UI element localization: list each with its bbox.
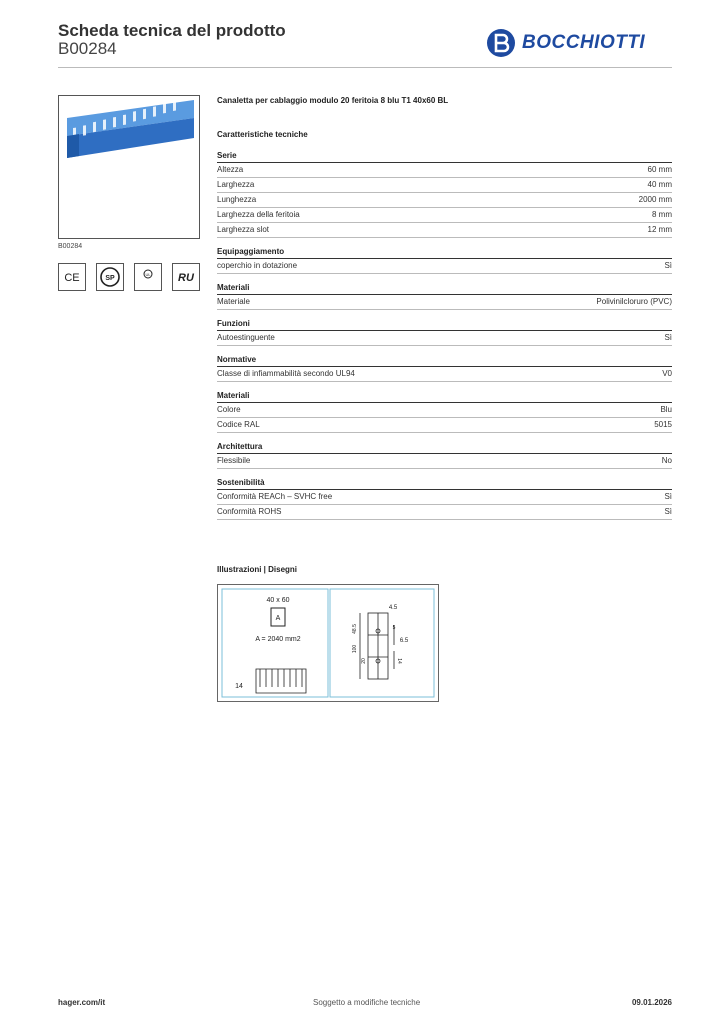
spec-row (217, 331, 672, 346)
ul-listed-small-icon (134, 263, 162, 291)
spec-value: 60 mm (647, 165, 672, 174)
photo-caption: B00284 (58, 243, 83, 250)
drawing-svg (218, 585, 438, 701)
spec-label: Flessibile (217, 456, 251, 465)
spec-group-title: Materiali (217, 282, 672, 295)
spec-row (217, 193, 672, 208)
spec-row (217, 163, 672, 178)
specification-panel (217, 95, 672, 528)
spec-label: Materiale (217, 297, 250, 306)
spec-value: Blu (660, 405, 672, 414)
spec-label: Altezza (217, 165, 244, 174)
spec-group (217, 282, 672, 310)
spec-value: V0 (662, 369, 672, 378)
section-label: 40 x 60 (266, 597, 290, 604)
spec-group (217, 318, 672, 346)
bocchiotti-logo-icon (486, 28, 516, 58)
spec-label: Lunghezza (217, 195, 257, 204)
spec-value: 40 mm (647, 180, 672, 189)
certification-marks (58, 263, 200, 291)
spec-row (217, 223, 672, 238)
technical-drawing (217, 584, 439, 702)
spec-row (217, 418, 672, 433)
area-value: A = 2040 mm2 (255, 636, 301, 643)
spec-label: Larghezza della feritoia (217, 210, 300, 219)
spec-row (217, 454, 672, 469)
spec-value: Sì (664, 261, 672, 270)
brand-logo (486, 28, 645, 58)
spec-group-title: Equipaggiamento (217, 246, 672, 259)
dim-top: 4.5 (388, 605, 398, 611)
spec-group (217, 441, 672, 469)
footer-date: 09.01.2026 (631, 998, 672, 1007)
ur-recognized-icon (172, 263, 200, 291)
product-code: B00284 (58, 39, 117, 58)
spec-value: 8 mm (652, 210, 672, 219)
area-letter: A (275, 615, 281, 622)
spec-group (217, 246, 672, 274)
spec-group (217, 477, 672, 520)
spec-value: Sì (664, 507, 672, 516)
dim-pitch: 20 (361, 658, 367, 664)
slot-height-label: 14 (235, 683, 243, 690)
spec-group-title: Materiali (217, 390, 672, 403)
spec-group-title: Normative (217, 354, 672, 367)
svg-text:CE: CE (64, 272, 80, 284)
spec-value: 5015 (654, 420, 672, 429)
spec-row (217, 178, 672, 193)
spec-row (217, 403, 672, 418)
spec-label: Classe di infiammabilità secondo UL94 (217, 369, 355, 378)
spec-row (217, 490, 672, 505)
footer-disclaimer: Soggetto a modifiche tecniche (313, 998, 421, 1007)
dim-height: 48.5 (352, 624, 358, 634)
spec-row (217, 295, 672, 310)
page-title: Scheda tecnica del prodotto (58, 21, 286, 40)
cable-duct-image (59, 96, 199, 238)
csa-mark-icon (96, 263, 124, 291)
characteristics-title: Caratteristiche tecniche (217, 130, 308, 139)
spec-row (217, 208, 672, 223)
logo-text: BOCCHIOTTI (522, 32, 646, 53)
spec-label: Conformità ROHS (217, 507, 282, 516)
spec-groups (217, 150, 672, 520)
svg-text:RU: RU (178, 272, 194, 284)
spec-value: 2000 mm (638, 195, 672, 204)
product-name: Canaletta per cablaggio modulo 20 feritoia 8 blu T1 40x60 BL (217, 96, 449, 105)
spec-label: Autoestinguente (217, 333, 275, 342)
spec-label: Conformità REACh – SVHC free (217, 492, 333, 501)
header-divider (58, 67, 672, 68)
spec-label: Larghezza (217, 180, 255, 189)
dim-bottom: 14 (396, 658, 402, 664)
dim-total: 100 (352, 644, 358, 654)
spec-value: Polivinilcloruro (PVC) (596, 297, 672, 306)
spec-label: Larghezza slot (217, 225, 270, 234)
product-photo (58, 95, 200, 239)
spec-group-title: Serie (217, 150, 672, 163)
spec-label: Codice RAL (217, 420, 260, 429)
ce-mark-icon (58, 263, 86, 291)
spec-value: Sì (664, 492, 672, 501)
spec-value: Sì (664, 333, 672, 342)
illustrations-title: Illustrazioni | Disegni (217, 565, 298, 574)
spec-group (217, 354, 672, 382)
footer-website: hager.com/it (58, 998, 106, 1007)
svg-text:UL: UL (145, 272, 151, 277)
spec-group-title: Funzioni (217, 318, 672, 331)
spec-group (217, 150, 672, 238)
dim-side: 6.5 (399, 638, 409, 644)
spec-group-title: Sostenibilità (217, 477, 672, 490)
spec-label: Colore (217, 405, 241, 414)
spec-group-title: Architettura (217, 441, 672, 454)
spec-label: coperchio in dotazione (217, 261, 298, 270)
svg-text:SP: SP (105, 275, 115, 282)
spec-value: 12 mm (647, 225, 672, 234)
dim-small: 5 (392, 625, 396, 631)
spec-row (217, 367, 672, 382)
spec-group (217, 390, 672, 433)
spec-row (217, 505, 672, 520)
spec-value: No (661, 456, 672, 465)
spec-row (217, 259, 672, 274)
